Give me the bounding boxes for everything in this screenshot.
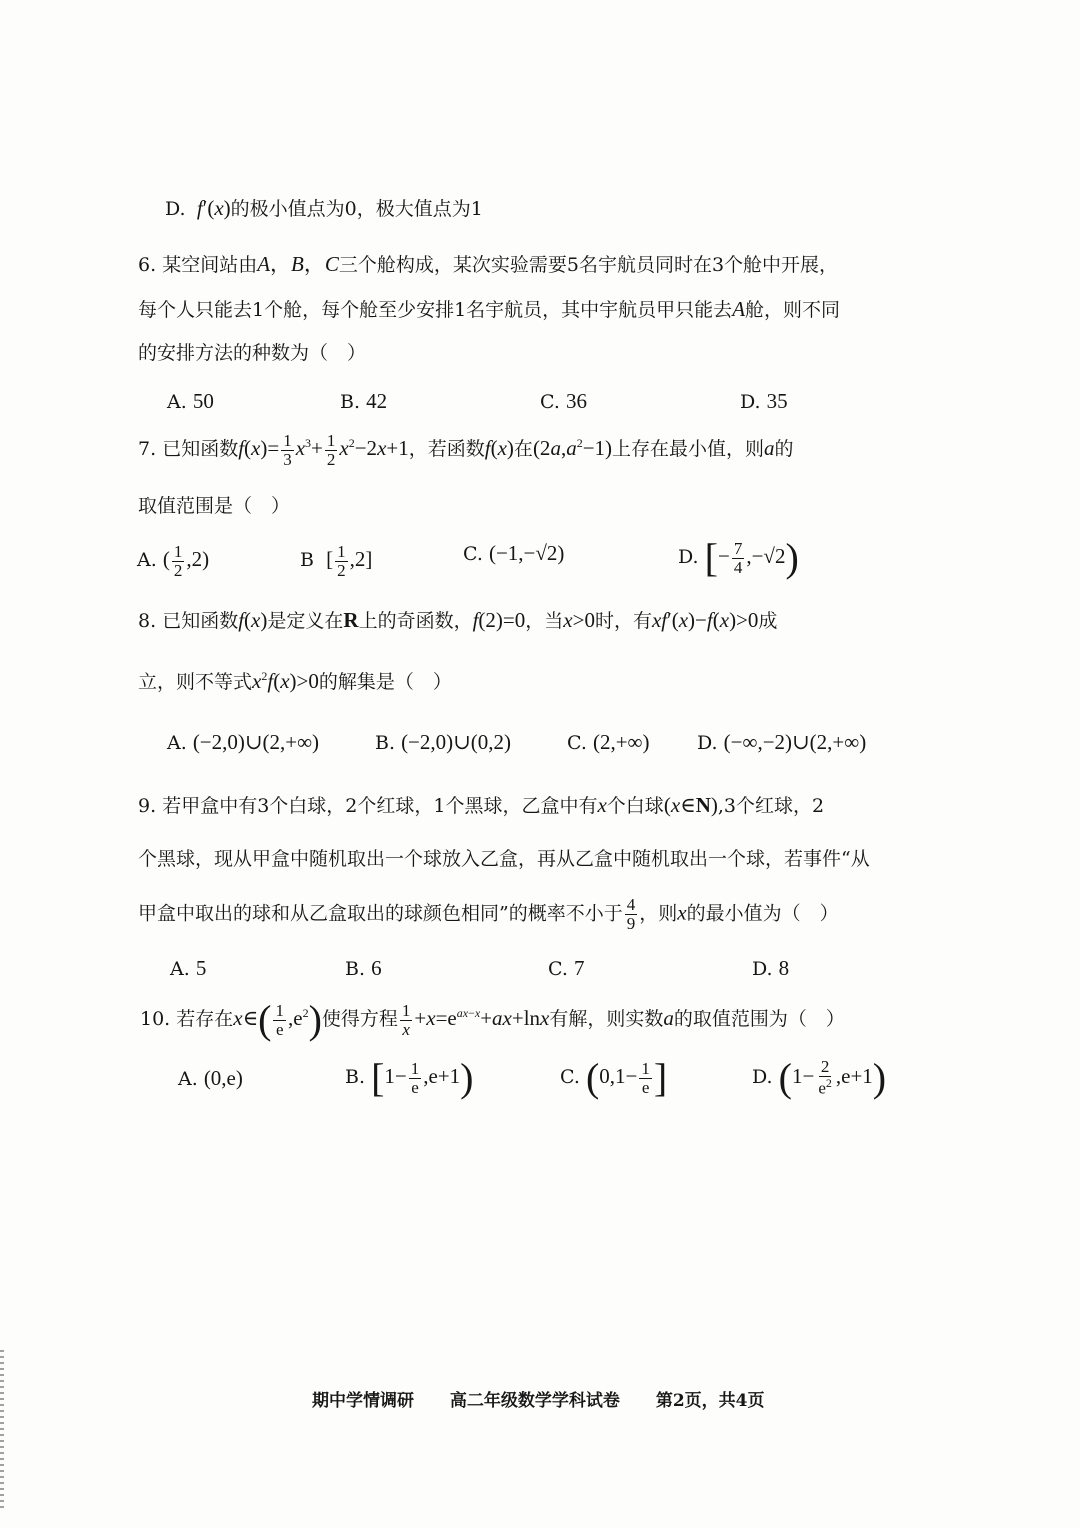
option-value: 35 xyxy=(766,389,788,413)
option-label: C. xyxy=(567,732,587,754)
q10-text-d: 的取值范围为（ ） xyxy=(673,1007,845,1030)
q7-text-b: ，若函数 xyxy=(408,438,485,461)
q8-text-d: ，当 xyxy=(525,610,564,632)
option-value: (−2,0)∪(0,2) xyxy=(401,730,511,754)
q10-text-c: 有解，则实数 xyxy=(549,1007,664,1030)
q9-text-b: 个白球 xyxy=(606,795,664,817)
option-label: C. xyxy=(548,958,568,980)
option-label: D. xyxy=(678,545,699,568)
option-label: A. xyxy=(167,391,187,413)
q8-line1 xyxy=(138,610,777,631)
q10-text-b: 使得方程 xyxy=(321,1007,398,1030)
option-value: 7 xyxy=(573,956,585,980)
q7-option-b xyxy=(300,543,372,580)
q10-option-b xyxy=(345,1055,474,1100)
option-label: D. xyxy=(740,391,761,413)
q9-line3-text-b: ，则 xyxy=(639,902,678,925)
q8-line2-text: 立，则不等式 xyxy=(138,671,253,693)
option-value: (0,e) xyxy=(203,1066,243,1090)
option-value: (−1,−√2) xyxy=(488,541,565,565)
option-label: B xyxy=(300,549,314,572)
option-value: ( $\frac{1}{2}$ ,2) xyxy=(162,542,210,580)
option-value: 6 xyxy=(371,956,382,980)
q8-option-b xyxy=(375,732,511,753)
option-value: (−∞,−2)∪(2,+∞) xyxy=(723,730,867,754)
q9-number: 9. xyxy=(138,795,157,817)
option-value: (0,1− $\frac{1}{e}$ ] xyxy=(585,1055,668,1100)
option-value: [1− $\frac{1}{e}$ ,e+1) xyxy=(371,1055,474,1100)
q6-option-c xyxy=(540,391,587,412)
option-label: C. xyxy=(463,543,483,565)
option-value: [ $\frac{1}{2}$ ,2] xyxy=(326,542,373,580)
q8-set-r: R xyxy=(343,608,359,632)
q5-option-d xyxy=(165,198,483,219)
option-value: (−2,0)∪(2,+∞) xyxy=(192,730,320,754)
option-value: 42 xyxy=(366,389,388,413)
option-label: D. xyxy=(752,958,773,980)
option-value: 5 xyxy=(195,956,207,980)
q9-line3-text-c: 的最小值为（ ） xyxy=(686,902,839,925)
q5-formula: f′(x) xyxy=(196,196,231,220)
q8-fx: f(x) xyxy=(238,608,268,632)
q7-text-d: 上存在最小值，则 xyxy=(612,438,765,461)
q6-line2-text: 每个人只能去1个舱，每个舱至少安排1名宇航员，其中宇航员甲只能去 xyxy=(138,299,733,321)
q7-interval: $(2a,a^2-1)$ xyxy=(532,436,613,461)
q9-option-b xyxy=(345,958,382,979)
q10-option-c xyxy=(560,1055,668,1100)
q9-var-x2: x xyxy=(677,900,687,925)
q8-line2 xyxy=(138,670,452,692)
footer-exam: 期中学情调研 xyxy=(312,1391,414,1411)
q7-line2: 取值范围是（ ） xyxy=(138,495,291,517)
option-value: [− $\frac{7}{4}$ ,−√2) xyxy=(704,535,799,580)
q10-option-a xyxy=(178,1068,243,1089)
q6-text: 某空间站由 xyxy=(162,254,258,276)
q7-function: f(x)= $\frac{1}{3}$ $x^3+$ $\frac{1}{2}$ $x^2-2x+1$ xyxy=(238,431,409,469)
option-label: B. xyxy=(345,958,366,980)
option-label: A. xyxy=(178,1068,198,1090)
option-value: 8 xyxy=(778,956,790,980)
q10-equation: $\frac{1}{x}$ $+x=e^{ax-x}+ax+\ln x$ xyxy=(401,1000,550,1039)
q8-text-e: 时，有 xyxy=(594,610,652,632)
q8-option-d xyxy=(697,732,866,753)
q7-text-e: 的 xyxy=(774,438,794,461)
q6-option-a xyxy=(167,391,214,412)
option-value: (2,+∞) xyxy=(592,730,650,754)
q5-option-d-text: 的极小值点为0，极大值点为1 xyxy=(230,198,483,220)
q8-text-b: 是定义在 xyxy=(267,610,344,632)
option-label: B. xyxy=(340,391,361,413)
option-label: B. xyxy=(375,732,396,754)
q7-fx: f(x) xyxy=(484,436,514,461)
q6-cabins: A，B，C xyxy=(257,252,339,276)
q10-line1 xyxy=(140,997,845,1042)
q9-var-x: x xyxy=(597,793,607,817)
q5-option-d-label: D. xyxy=(165,198,186,220)
q9-option-c xyxy=(548,958,584,979)
scan-edge-left xyxy=(0,1350,4,1510)
q7-option-a xyxy=(137,543,209,580)
q10-option-d xyxy=(752,1055,887,1100)
option-label: A. xyxy=(167,732,187,754)
footer-paper: 高二年级数学学科试卷 xyxy=(449,1391,620,1411)
q8-line2-text-b: 的解集是（ ） xyxy=(318,671,452,693)
q8-option-c xyxy=(567,732,650,753)
q8-text-f: 成 xyxy=(758,610,778,632)
q9-text-c: ,3个红球，2 xyxy=(717,795,825,817)
q8-text-c: 上的奇函数， xyxy=(358,610,473,632)
q8-f2: f(2)=0 xyxy=(472,608,526,632)
q6-number: 6. xyxy=(138,254,157,276)
option-label: D. xyxy=(697,732,718,754)
q6-line2-text-b: 舱，则不同 xyxy=(745,299,841,321)
option-label: B. xyxy=(345,1065,366,1088)
q6-text-b: 三个舱构成，某次实验需要5名宇航员同时在3个舱中开展， xyxy=(338,254,839,276)
option-value: 50 xyxy=(192,389,214,413)
q7-number: 7. xyxy=(138,438,157,461)
option-label: C. xyxy=(560,1065,580,1088)
q7-option-c xyxy=(463,543,564,564)
q6-line3: 的安排方法的种数为（ ） xyxy=(138,342,367,364)
q10-var-a: a xyxy=(663,1005,674,1030)
scan-edge-top xyxy=(0,0,1080,6)
q8-inequality: xf′(x)−f(x)>0 xyxy=(651,608,759,632)
q6-option-d xyxy=(740,391,788,412)
q6-option-b xyxy=(340,391,387,412)
q7-text-c: 在 xyxy=(513,438,533,461)
q9-line3-text: 甲盒中取出的球和从乙盒取出的球颜色相同”的概率不小于 xyxy=(138,902,623,925)
option-label: A. xyxy=(170,958,190,980)
page-footer xyxy=(312,1386,795,1411)
q7-line1 xyxy=(138,432,794,469)
option-value: (1− $\frac{2}{e^2}$ ,e+1) xyxy=(778,1055,887,1100)
option-label: D. xyxy=(752,1065,773,1088)
q6-line1 xyxy=(138,254,838,275)
q9-domain: (x∈N) xyxy=(663,793,718,817)
q10-text: 若存在 xyxy=(176,1007,234,1030)
q8-target-inequality: $x^2f(x)>0$ xyxy=(252,669,319,693)
q9-line2: 个黑球，现从甲盒中随机取出一个球放入乙盒，再从乙盒中随机取出一个球，若事件“从 xyxy=(138,848,870,870)
q9-option-d xyxy=(752,958,789,979)
option-label: A. xyxy=(137,549,157,572)
q8-option-a xyxy=(167,732,319,753)
q8-text: 已知函数 xyxy=(162,610,239,632)
q8-number: 8. xyxy=(138,610,157,632)
option-value: 36 xyxy=(565,389,587,413)
q8-condition: x>0 xyxy=(563,608,595,632)
q9-fraction: $\frac{4}{9}$ xyxy=(626,895,636,933)
option-label: C. xyxy=(540,391,560,413)
q9-text: 若甲盒中有3个白球，2个红球，1个黑球，乙盒中有 xyxy=(162,795,598,817)
q7-var-a: a xyxy=(764,436,775,461)
q7-text: 已知函数 xyxy=(162,438,239,461)
footer-page: 第2页，共4页 xyxy=(655,1391,765,1411)
q10-number: 10. xyxy=(140,1007,171,1030)
q10-domain: x∈( $\frac{1}{e}$ $,e^2$) xyxy=(233,997,322,1042)
q9-option-a xyxy=(170,958,206,979)
q6-cabin-a: A xyxy=(732,297,746,321)
q6-line2 xyxy=(138,299,840,320)
q7-option-d xyxy=(678,535,799,580)
q9-line3 xyxy=(138,896,839,933)
q9-line1 xyxy=(138,795,824,816)
